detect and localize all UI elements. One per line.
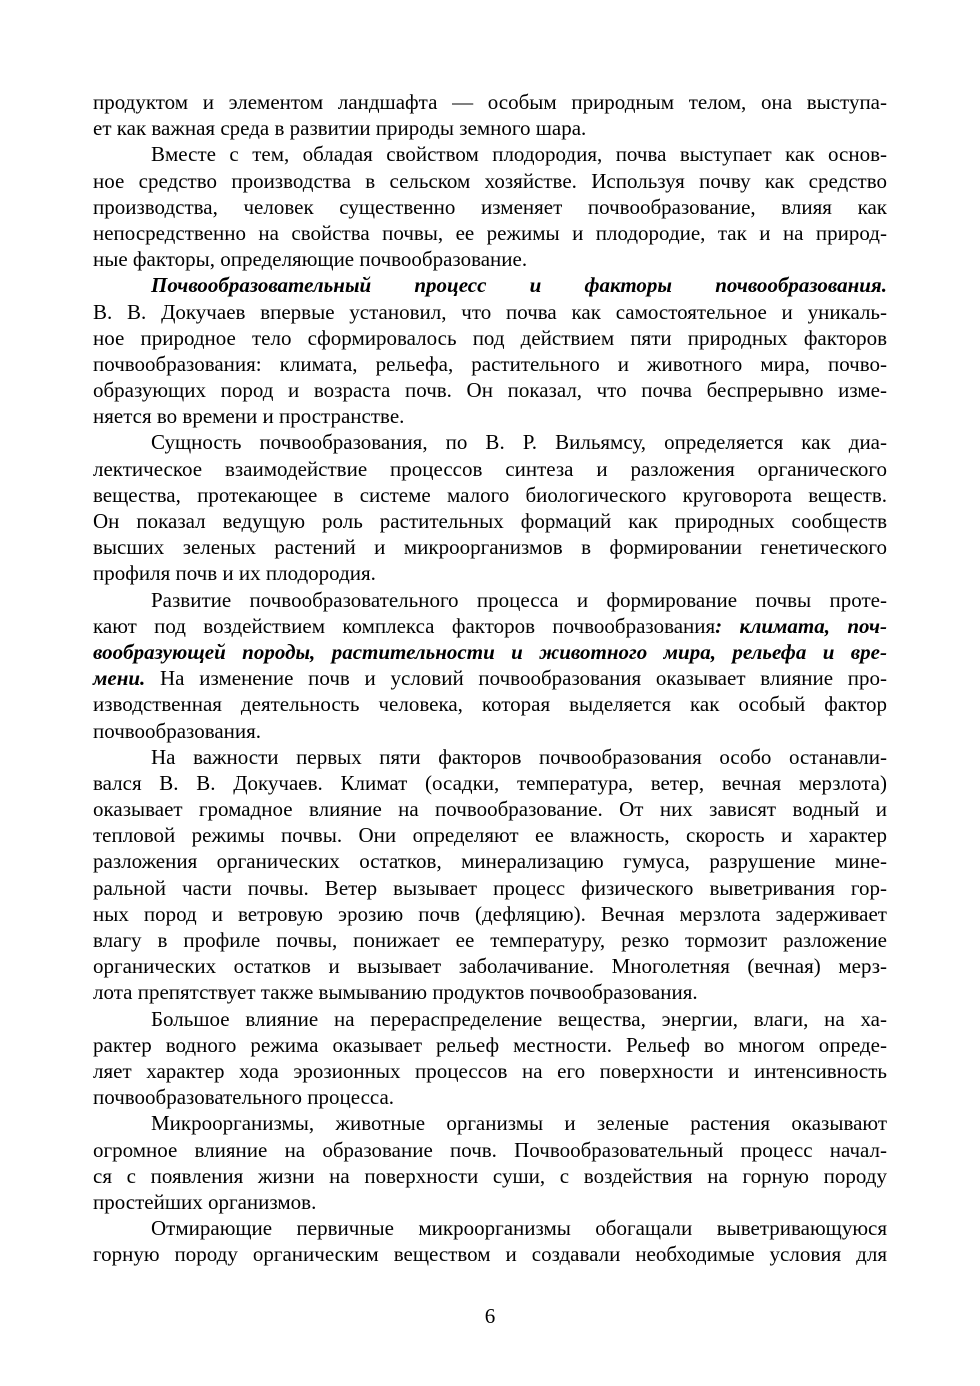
text-line <box>93 351 887 377</box>
text-run: Большое влияние на перераспределение вещества, энергии, влаги, на ха- <box>151 1006 887 1031</box>
text-run: профиля почв и их плодородия. <box>93 561 376 586</box>
text-run: няется во времени и пространстве. <box>93 404 405 429</box>
text-run: ное средство производства в сельском хозяйстве. Используя почву как средство <box>93 168 887 193</box>
text-line <box>93 220 887 246</box>
text-line <box>93 691 887 717</box>
paragraph <box>93 429 887 586</box>
paragraph <box>93 1006 887 1111</box>
text-line <box>93 299 887 325</box>
text-line <box>93 822 887 848</box>
paragraph <box>93 587 887 744</box>
text-line <box>93 246 887 272</box>
text-line <box>93 1189 887 1215</box>
text-run: лектическое взаимодействие процессов синтеза и разложения органического <box>93 456 887 481</box>
text-run: лота препятствует также вымыванию продуктов почвообразования. <box>93 980 698 1005</box>
text-run: Сущность почвообразования, по В. Р. Вильямсу, определяется как диа- <box>151 430 887 455</box>
text-line <box>93 429 887 455</box>
text-line <box>93 456 887 482</box>
paragraph <box>93 1110 887 1215</box>
paragraph <box>93 141 887 272</box>
text-line <box>93 848 887 874</box>
text-run: продуктом и элементом ландшафта — особым природным телом, она выступа- <box>93 90 887 114</box>
text-run: производства, человек существенно изменяет почвообразование, влияя как <box>93 194 887 219</box>
text-line <box>93 194 887 220</box>
text-run: органических остатков и вызывает заболачивание. Многолетняя (вечная) мерз- <box>93 954 887 979</box>
text-run: оказывает громадное влияние на почвообразование. От них зависят водный и <box>93 797 887 822</box>
text-line <box>93 979 887 1005</box>
text-line <box>93 534 887 560</box>
text-line <box>93 89 887 115</box>
text-run: ся с появления жизни на поверхности суши, с воздействия на горную породу <box>93 1163 887 1188</box>
text-run: почвообразования. <box>93 718 262 743</box>
text-line <box>93 796 887 822</box>
text-line <box>93 953 887 979</box>
text-run: разложения органических остатков, минерализацию гумуса, разрушение мине- <box>93 849 887 874</box>
text-run: образующих пород и возраста почв. Он показал, что почва беспрерывно изме- <box>93 378 887 403</box>
text-line <box>93 272 887 298</box>
text-run: тепловой режимы почвы. Они определяют ее влажность, скорость и характер <box>93 823 887 848</box>
text-run: простейших организмов. <box>93 1189 317 1214</box>
text-line <box>93 1084 887 1110</box>
emphasized-text: мени. <box>93 666 146 691</box>
text-line <box>93 1215 887 1241</box>
paragraph <box>93 272 887 429</box>
text-run: горную породу органическим веществом и создавали необходимые условия для <box>93 1242 887 1267</box>
text-line <box>93 875 887 901</box>
text-line <box>93 1110 887 1136</box>
paragraph <box>93 89 887 141</box>
text-run: вещества, протекающее в системе малого биологического круговорота веществ. <box>93 482 887 507</box>
text-line <box>93 141 887 167</box>
text-run: Он показал ведущую роль растительных формаций как природных сообществ <box>93 509 887 533</box>
text-run: На изменение почв и условий почвообразования оказывает влияние про- <box>145 666 887 691</box>
text-run: Развитие почвообразовательного процесса и формирование почвы проте- <box>151 587 887 612</box>
text-line <box>93 744 887 770</box>
text-run: ные факторы, определяющие почвообразование. <box>93 247 528 272</box>
text-line <box>93 901 887 927</box>
text-line <box>93 639 887 665</box>
text-line <box>93 168 887 194</box>
text-line <box>93 1032 887 1058</box>
text-line <box>93 718 887 744</box>
text-line <box>93 770 887 796</box>
text-run: ных пород и ветровую эрозию почв (дефляцию). Вечная мерзлота задерживает <box>93 901 887 926</box>
text-run: почвообразования: климата, рельефа, растительного и животного мира, почво- <box>93 351 887 376</box>
text-run: ральной части почвы. Ветер вызывает процесс физического выветривания гор- <box>93 875 887 900</box>
text-line <box>93 613 887 639</box>
text-line <box>93 1006 887 1032</box>
text-line <box>93 1163 887 1189</box>
text-line <box>93 665 887 691</box>
text-line <box>93 1241 887 1267</box>
text-run: ет как важная среда в развитии природы земного шара. <box>93 116 587 141</box>
text-run: кают под воздействием комплекса факторов почвообразования <box>93 613 716 638</box>
text-run: Вместе с тем, обладая свойством плодородия, почва выступает как основ- <box>151 142 887 167</box>
emphasized-text: : климата, поч- <box>715 613 888 638</box>
text-run: влагу в профиле почвы, понижает ее температуру, резко тормозит разложение <box>93 928 887 952</box>
text-line <box>93 1137 887 1163</box>
text-run: почвообразовательного процесса. <box>93 1085 395 1110</box>
text-line <box>93 927 887 953</box>
text-run: Отмирающие первичные микроорганизмы обогащали выветривающуюся <box>151 1216 887 1241</box>
page-number: 6 <box>484 1304 496 1328</box>
text-run: рактер водного режима оказывает рельеф местности. Рельеф во многом опреде- <box>93 1032 887 1057</box>
text-run: изводственная деятельность человека, которая выделяется как особый фактор <box>93 692 887 717</box>
emphasized-text: Почвообразовательный процесс и факторы почвообразования. <box>151 273 887 298</box>
text-run: высших зеленых растений и микроорганизмов в формировании генетического <box>93 535 887 560</box>
text-line <box>93 587 887 613</box>
text-run: ляет характер хода эрозионных процессов на его поверхности и интенсивность <box>93 1058 887 1083</box>
text-line <box>93 482 887 508</box>
text-run: огромное влияние на образование почв. Почвообразовательный процесс начал- <box>93 1137 887 1162</box>
paragraph <box>93 744 887 1006</box>
emphasized-text: вообразующей породы, растительности и животного мира, рельефа и вре- <box>93 639 887 664</box>
paragraph <box>93 1215 887 1267</box>
text-line <box>93 560 887 586</box>
text-line <box>93 1058 887 1084</box>
text-line <box>93 403 887 429</box>
text-run: ное природное тело сформировалось под действием пяти природных факторов <box>93 325 887 350</box>
page-body <box>93 89 887 1267</box>
text-run: непосредственно на свойства почвы, ее режимы и плодородие, так и на природ- <box>93 220 887 245</box>
text-line <box>93 325 887 351</box>
text-line <box>93 115 887 141</box>
text-run: В. В. Докучаев впервые установил, что почва как самостоятельное и уникаль- <box>93 299 887 324</box>
text-run: На важности первых пяти факторов почвообразования особо останавли- <box>151 744 887 769</box>
text-run: Микроорганизмы, животные организмы и зеленые растения оказывают <box>151 1111 887 1136</box>
text-line <box>93 377 887 403</box>
text-line <box>93 508 887 534</box>
text-run: вался В. В. Докучаев. Климат (осадки, температура, ветер, вечная мерзлота) <box>93 770 887 795</box>
